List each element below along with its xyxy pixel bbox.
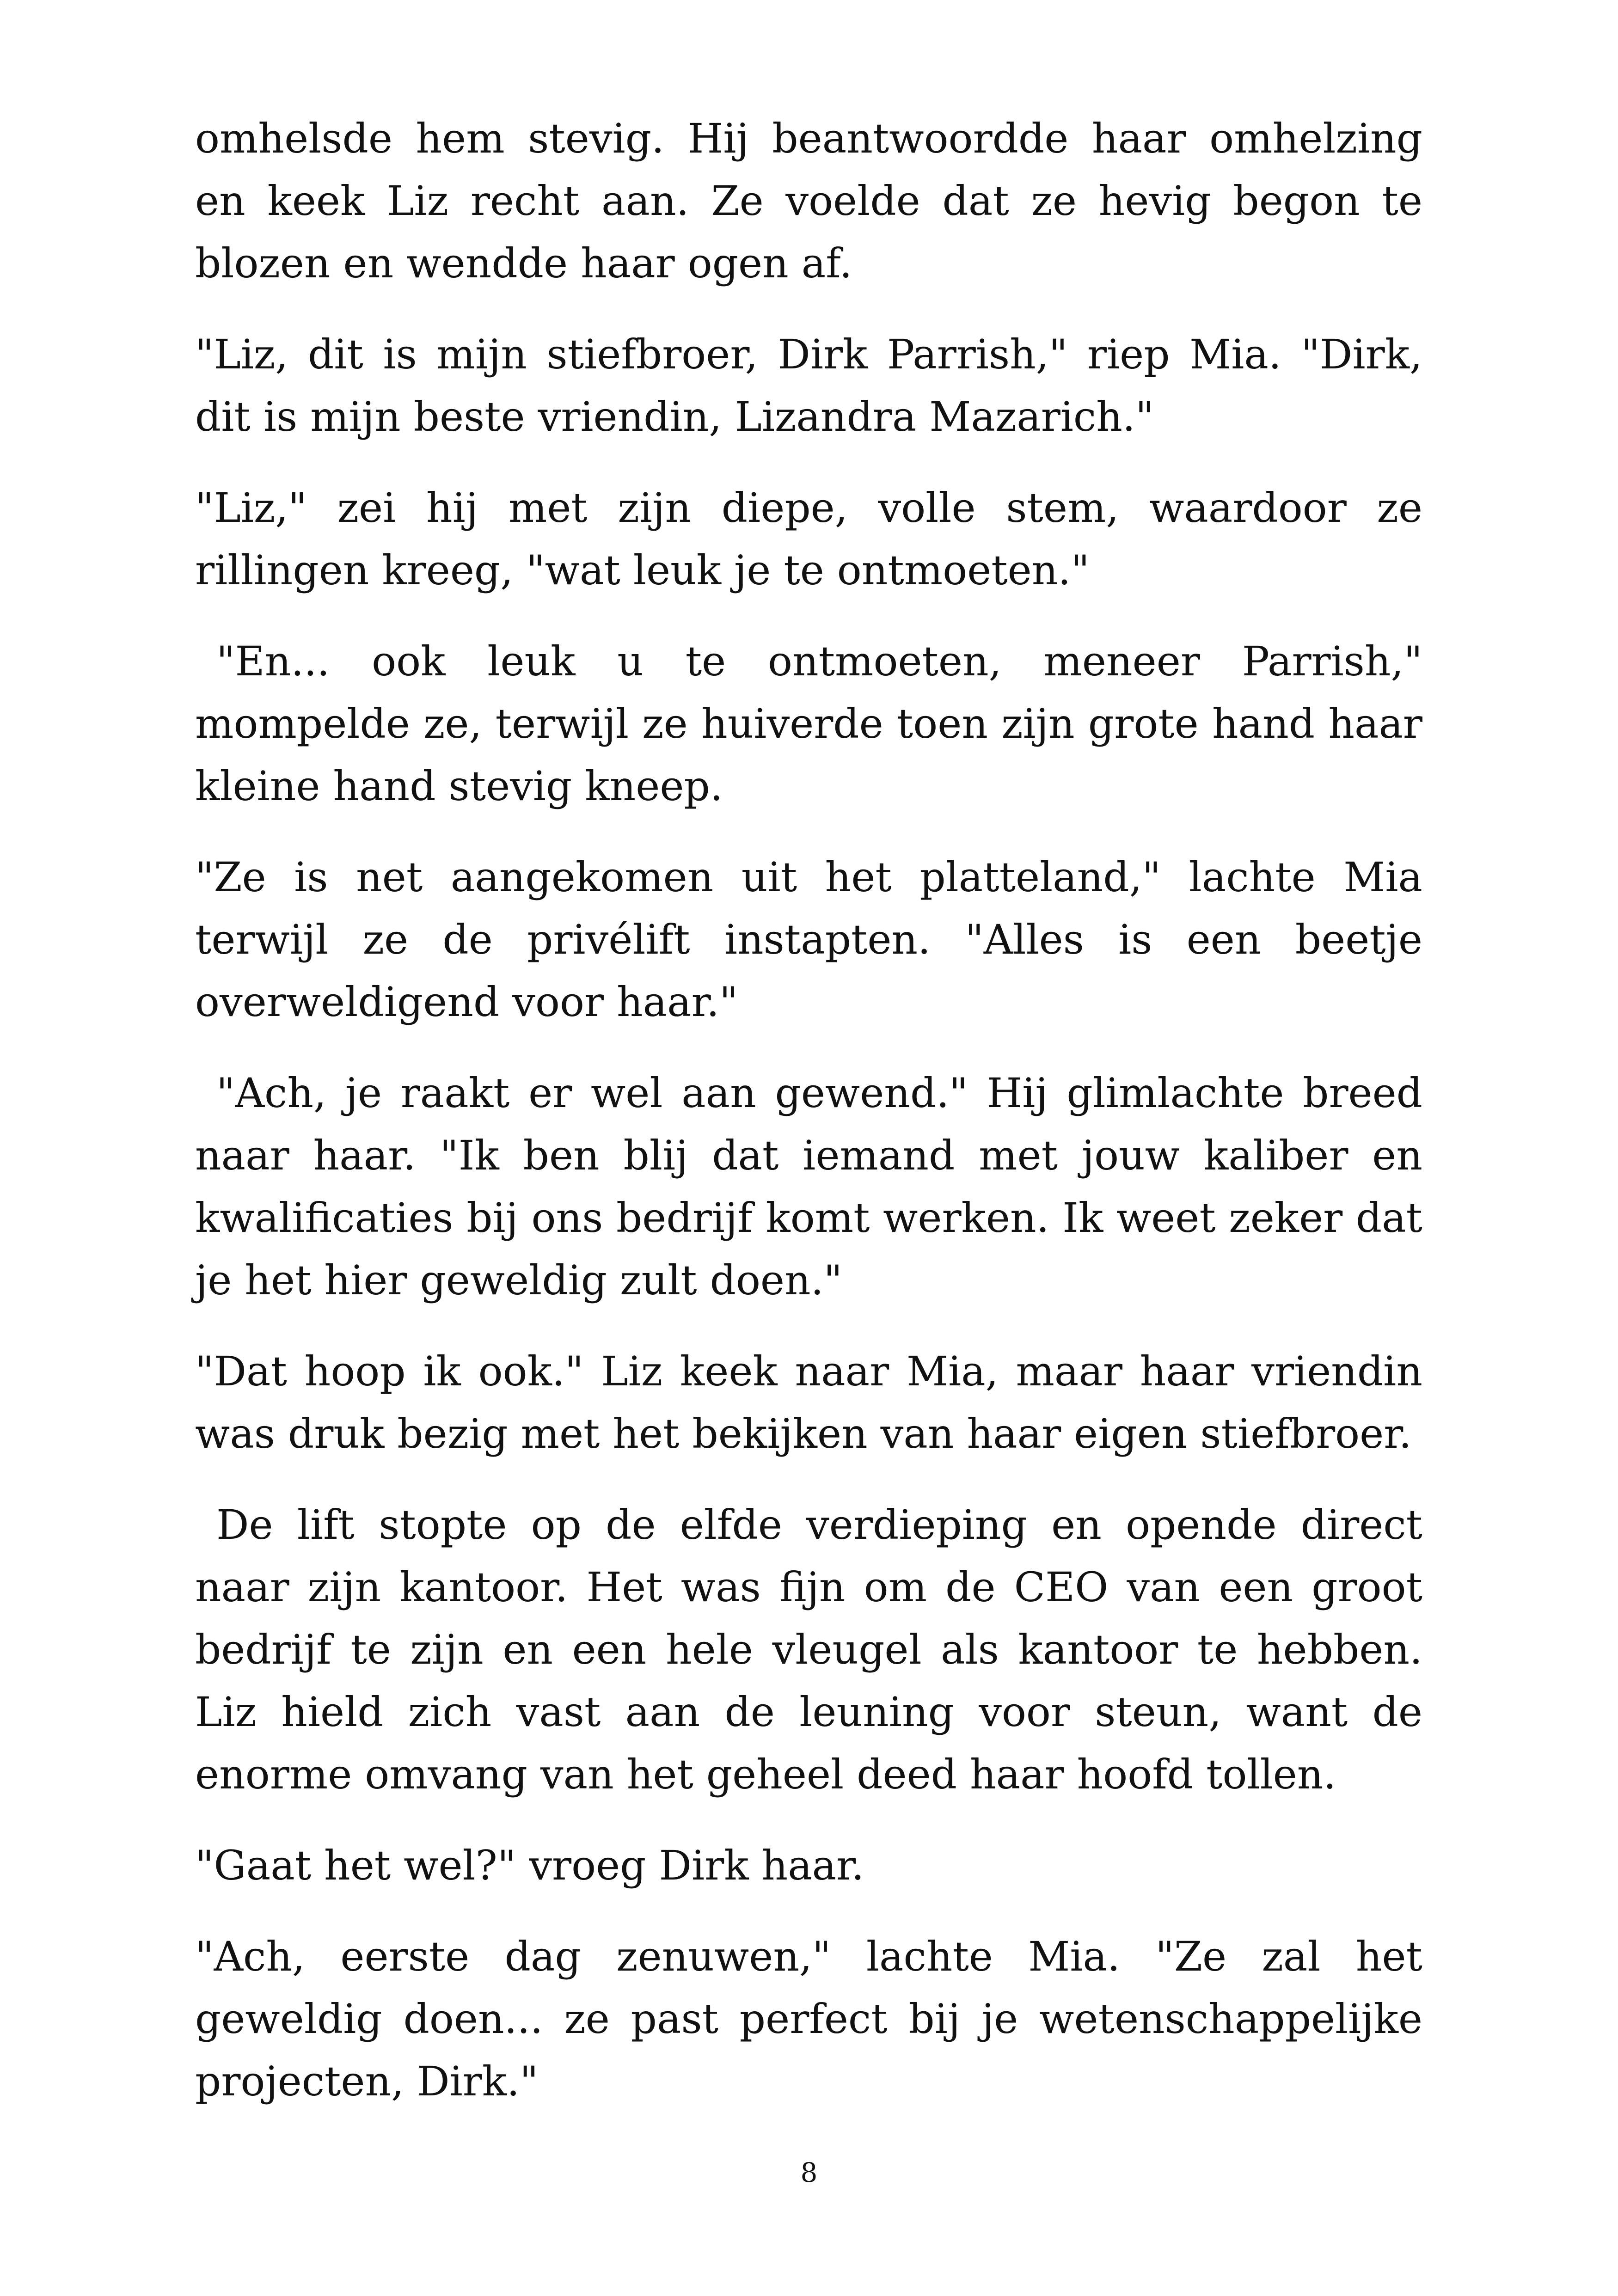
paragraph-6: "Ach, je raakt er wel aan gewend." Hij glimlachte breed naar haar. "Ik ben blij dat iemand met jouw kaliber en kwalificaties bij ons bedrijf komt werken. Ik weet zeker dat je het hier geweldig zult doen." (195, 1069, 1422, 1304)
paragraph-9: "Gaat het wel?" vroeg Dirk haar. (195, 1842, 864, 1889)
page-number: 8 (800, 2157, 818, 2188)
paragraph-3: "Liz," zei hij met zijn diepe, volle stem, waardoor ze rillingen kreeg, "wat leuk je te ontmoeten." (195, 484, 1422, 594)
paragraph-5: "Ze is net aangekomen uit het platteland," lachte Mia terwijl ze de privélift instapten. "Alles is een beetje overweldigend voor haar." (195, 853, 1422, 1026)
paragraph-10: "Ach, eerste dag zenuwen," lachte Mia. "Ze zal het geweldig doen... ze past perfect bij je wetenschappelijke projecten, Dirk." (195, 1933, 1422, 2105)
paragraph-8: De lift stopte op de elfde verdieping en opende direct naar zijn kantoor. Het was fijn om de CEO van een groot bedrijf te zijn en een hele vleugel als kantoor te hebben. Liz hield zich vast aan de leuning voor steun, want de enorme omvang van het geheel deed haar hoofd tollen. (195, 1501, 1422, 1798)
body-text (195, 107, 1422, 2141)
paragraph-4: "En... ook leuk u te ontmoeten, meneer Parrish," mompelde ze, terwijl ze huiverde toen zijn grote hand haar kleine hand stevig kneep. (195, 637, 1422, 810)
paragraph-7: "Dat hoop ik ook." Liz keek naar Mia, maar haar vriendin was druk bezig met het bekijken van haar eigen stiefbroer. (195, 1347, 1422, 1457)
paragraph-1: omhelsde hem stevig. Hij beantwoordde haar omhelzing en keek Liz recht aan. Ze voelde dat ze hevig begon te blozen en wendde haar ogen af. (195, 115, 1422, 287)
paragraph-2: "Liz, dit is mijn stiefbroer, Dirk Parrish," riep Mia. "Dirk, dit is mijn beste vriendin, Lizandra Mazarich." (195, 331, 1422, 441)
